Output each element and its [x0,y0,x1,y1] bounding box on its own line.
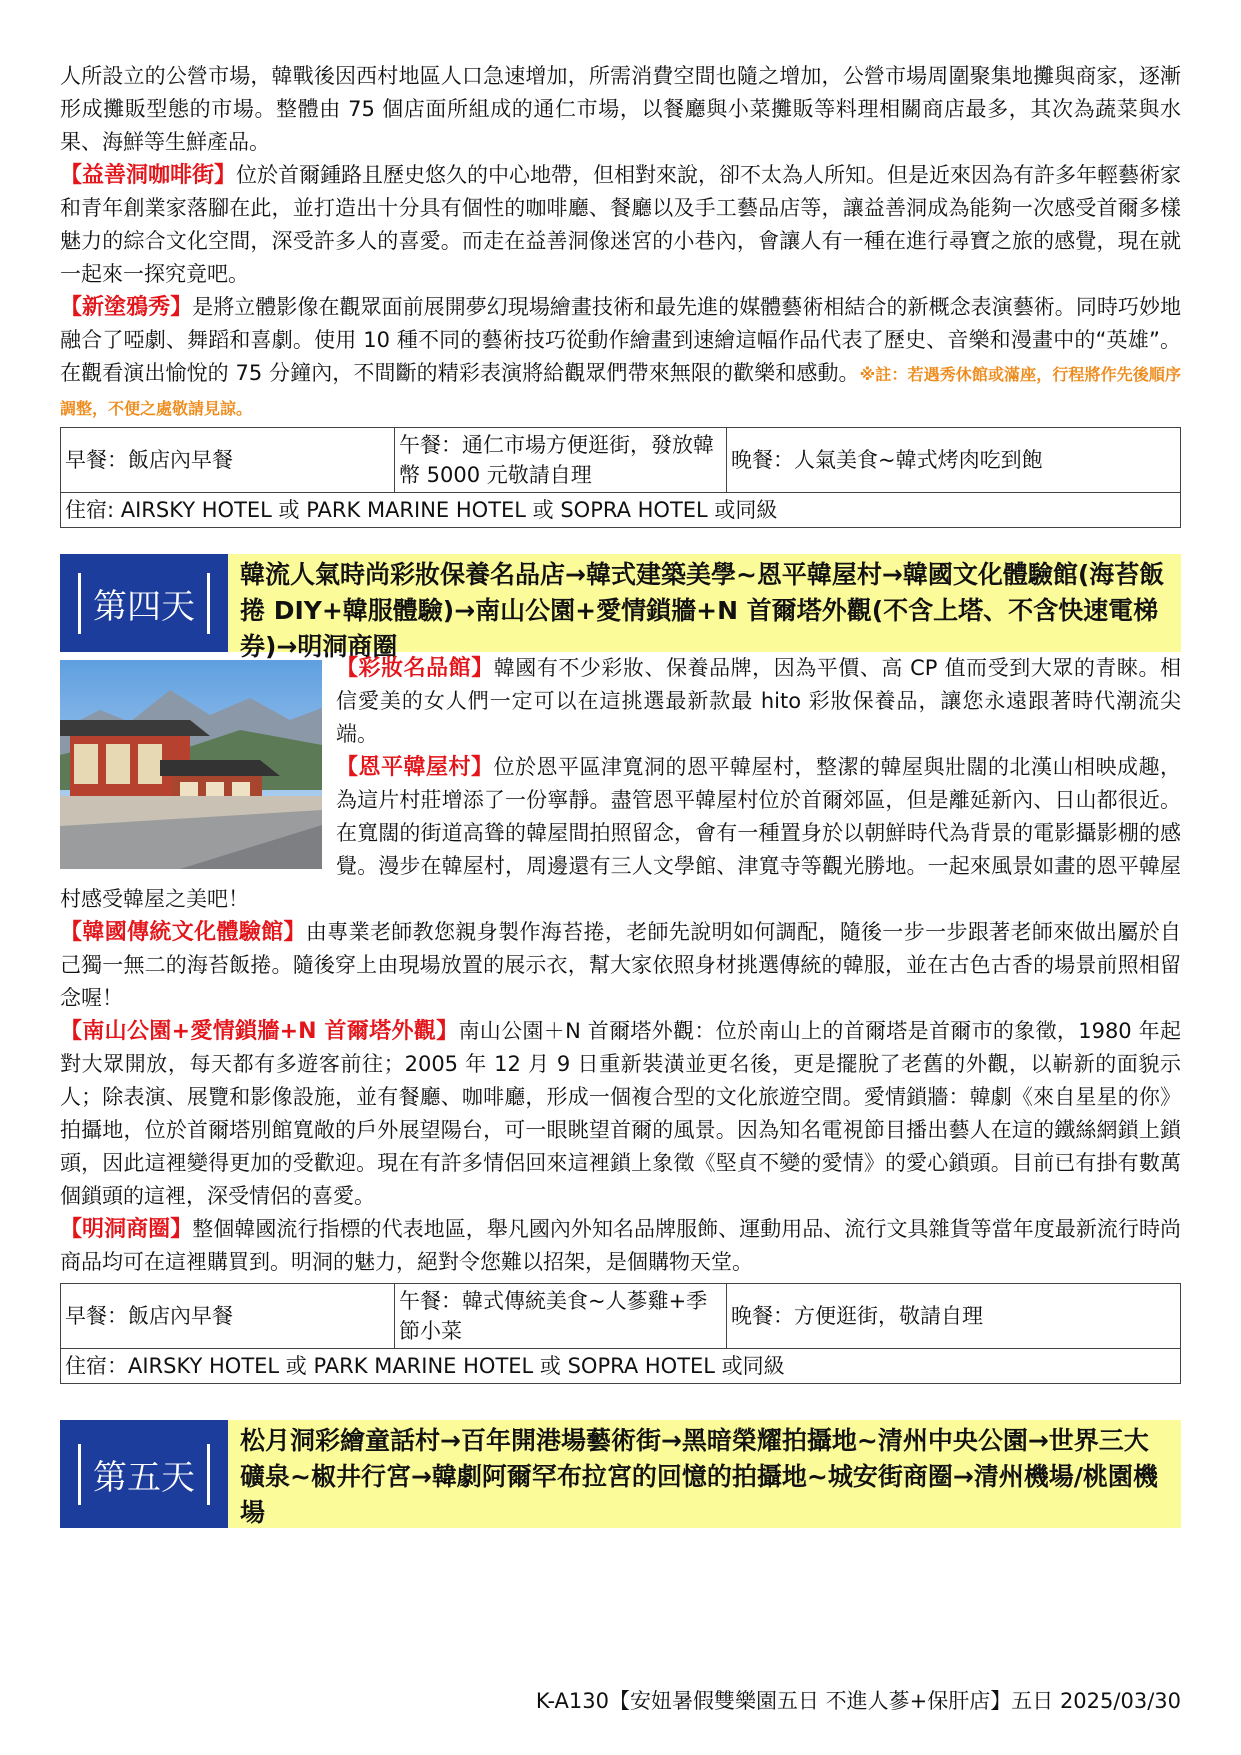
day4-header [60,554,1181,661]
day5-title: 松月洞彩繪童話村→百年開港場藝術街→黑暗榮耀拍攝地~清州中央公園→世界三大礦泉~椒井行宮→韓劇阿爾罕布拉宮的回憶的拍攝地~城安街商圈→清州機場/桃園機場 [228,1420,1181,1528]
day5-header [60,1420,1181,1528]
eunpyeong-text: 位於恩平區津寬洞的恩平韓屋村，整潔的韓屋與壯闊的北漢山相映成趣，為這片村莊增添了一份寧靜。盡管恩平韓屋村位於首爾郊區，但是離延新內、日山都很近。在寬闊的街道高聳的韓屋間拍照留念，會有一種置身於以朝鮮時代為背景的電影攝影棚的感覺。漫步在韓屋村，周邊還有三人文學館、津寬寺等觀光勝地。一起來風景如畫的恩平韓屋村感受韓屋之美吧！ [60,755,1181,911]
culture-heading: 【韓國傳統文化體驗館】 [60,920,306,945]
day5-label-box [60,1420,228,1528]
painters-text: 是將立體影像在觀眾面前展開夢幻現場繪畫技術和最先進的媒體藝術相結合的新概念表演藝術。同時巧妙地融合了啞劇、舞蹈和喜劇。使用 10 種不同的藝術技巧從動作繪畫到速繪這幅作品代表了歷史、音樂和漫畫中的“英雄”。在觀看演出愉悅的 75 分鐘內，不間斷的精彩表演將給觀眾們帶來無限的歡樂和感動。 [60,295,1181,385]
painters-paragraph [60,291,1181,425]
namsan-heading: 【南山公園+愛情鎖牆+N 首爾塔外觀】 [60,1019,459,1044]
cosmetics-text: 韓國有不少彩妝、保養品牌，因為平價、高 CP 值而受到大眾的青睞。相信愛美的女人們一定可以在這挑選最新款最 hito 彩妝保養品，讓您永遠跟著時代潮流尖端。 [336,656,1181,746]
day4-hotel: 住宿：AIRSKY HOTEL 或 PARK MARINE HOTEL 或 SOPRA HOTEL 或同級 [61,1349,1181,1384]
cosmetics-heading: 【彩妝名品館】 [336,656,494,681]
page-content [60,60,1181,1528]
day3-lunch: 午餐：通仁市場方便逛街，發放韓幣 5000 元敬請自理 [395,428,727,493]
day4-label: 第四天 [78,573,210,634]
day4-meals-table [60,1283,1181,1384]
ikseon-heading: 【益善洞咖啡街】 [60,163,237,188]
culture-paragraph [60,916,1181,1015]
day3-dinner: 晚餐：人氣美食~韓式烤肉吃到飽 [727,428,1181,493]
day4-breakfast: 早餐：飯店內早餐 [61,1284,395,1349]
painters-note: ※註：若遇秀休館或滿座，行程將作先後順序調整，不便之處敬請見諒。 [60,365,1181,418]
eunpyeong-heading: 【恩平韓屋村】 [336,755,494,780]
myeongdong-paragraph [60,1213,1181,1279]
day3-hotel: 住宿: AIRSKY HOTEL 或 PARK MARINE HOTEL 或 SOPRA HOTEL 或同級 [61,493,1181,528]
painters-heading: 【新塗鴉秀】 [60,295,193,320]
page-footer: K-A130【安妞暑假雙樂園五日 不進人蔘+保肝店】五日 2025/03/30 [535,1689,1181,1713]
myeongdong-text: 整個韓國流行指標的代表地區，舉凡國內外知名品牌服飾、運動用品、流行文具雜貨等當年度最新流行時尚商品均可在這裡購買到。明洞的魅力，絕對令您難以招架，是個購物天堂。 [60,1217,1181,1274]
hanok-village-image [60,660,322,869]
day4-dinner: 晚餐：方便逛街，敬請自理 [727,1284,1181,1349]
hanok-village-photo [60,660,322,869]
day5-label: 第五天 [78,1444,210,1505]
day3-meals-table [60,427,1181,528]
day3-breakfast: 早餐：飯店內早餐 [61,428,395,493]
ikseon-paragraph [60,159,1181,291]
day4-label-box [60,554,228,652]
namsan-text: 南山公園＋N 首爾塔外觀：位於南山上的首爾塔是首爾市的象徵，1980 年起對大眾開放，每天都有多遊客前往；2005 年 12 月 9 日重新裝潢並更名後，更是擺脫了老舊的外觀，以嶄新的面貌示人；除表演、展覽和影像設施，並有餐廳、咖啡廳，形成一個複合型的文化旅遊空間。愛情鎖牆：韓劇《來自星星的你》拍攝地，位於首爾塔別館寬敞的戶外展望陽台，可一眼眺望首爾的風景。因為知名電視節目播出藝人在這的鐵絲網鎖上鎖頭，因此這裡變得更加的受歡迎。現在有許多情侶回來這裡鎖上象徵《堅貞不變的愛情》的愛心鎖頭。目前已有掛有數萬個鎖頭的這裡，深受情侶的喜愛。 [60,1019,1181,1208]
culture-text: 由專業老師教您親身製作海苔捲，老師先說明如何調配，隨後一步一步跟著老師來做出屬於自己獨一無二的海苔飯捲。隨後穿上由現場放置的展示衣，幫大家依照身材挑選傳統的韓服，並在古色古香的場景前照相留念喔！ [60,920,1181,1010]
myeongdong-heading: 【明洞商圈】 [60,1217,193,1242]
ikseon-text: 位於首爾鍾路且歷史悠久的中心地帶，但相對來說，卻不太為人所知。但是近來因為有許多年輕藝術家和青年創業家落腳在此，並打造出十分具有個性的咖啡廳、餐廳以及手工藝品店等，讓益善洞成為能夠一次感受首爾多樣魅力的綜合文化空間，深受許多人的喜愛。而走在益善洞像迷宮的小巷內，會讓人有一種在進行尋寶之旅的感覺，現在就一起來一探究竟吧。 [60,163,1182,286]
day4-lunch: 午餐：韓式傳統美食~人蔘雞+季節小菜 [395,1284,727,1349]
intro-paragraph: 人所設立的公營市場，韓戰後因西村地區人口急速增加，所需消費空間也隨之增加，公營市場周圍聚集地攤與商家，逐漸形成攤販型態的市場。整體由 75 個店面所組成的通仁市場，以餐廳與小菜攤販等料理相關商店最多，其次為蔬菜與水果、海鮮等生鮮產品。 [60,64,1181,154]
namsan-paragraph [60,1015,1181,1213]
day4-title: 韓流人氣時尚彩妝保養名品店→韓式建築美學~恩平韓屋村→韓國文化體驗館(海苔飯捲 DIY+韓服體驗)→南山公園+愛情鎖牆+N 首爾塔外觀(不含上塔、不含快速電梯券)→明洞商圈 [228,554,1181,652]
